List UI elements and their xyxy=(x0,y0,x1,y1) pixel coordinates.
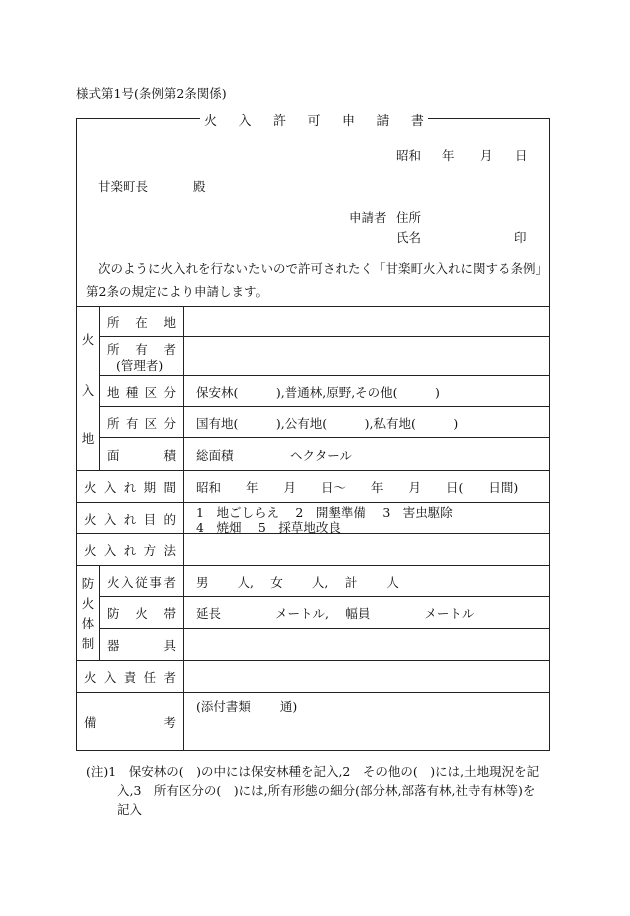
title-char: 許 xyxy=(272,114,286,129)
frame-top-right xyxy=(428,118,549,119)
responsible-label: 火 入 責 任 者 xyxy=(84,670,176,685)
group-fire-prevention-char: 体 xyxy=(81,616,95,631)
land-type-value: 保安林( ),普通林,原野,その他( ) xyxy=(196,385,440,400)
grid-line xyxy=(99,596,549,597)
title-char: 請 xyxy=(376,114,390,129)
date-day: 日 xyxy=(515,148,528,163)
addressee-honorific: 殿 xyxy=(193,179,206,194)
group-fire-prevention-char: 制 xyxy=(81,636,95,651)
area-label: 面 積 xyxy=(107,448,176,463)
title-char: 入 xyxy=(238,114,252,129)
owner-label: 所 有 者 xyxy=(107,342,176,357)
burn-method-label: 火 入 れ 方 法 xyxy=(84,543,176,558)
form-title xyxy=(200,110,428,129)
grid-line xyxy=(99,406,549,407)
addressee-name: 甘楽町長 xyxy=(98,179,149,194)
remarks-label: 備 考 xyxy=(84,715,176,730)
location-label: 所 在 地 xyxy=(107,315,176,330)
note-line2: 入,3 所有区分の( )には,所有形態の細分(部分林,部落有林,社寺有林等)を xyxy=(117,783,536,798)
grid-line xyxy=(99,628,549,629)
date-month: 月 xyxy=(480,148,493,163)
grid-line xyxy=(76,470,549,471)
owner-sub-label: (管理者) xyxy=(116,358,164,373)
form-code: 様式第1号(条例第2条関係) xyxy=(76,86,227,101)
group-fire-prevention-char: 火 xyxy=(81,596,95,611)
ownership-type-value: 国有地( ),公有地( ),私有地( ) xyxy=(196,416,459,431)
table-top-line xyxy=(76,306,549,307)
land-type-label: 地 種 区 分 xyxy=(107,385,176,400)
applicant-address-label: 住所 xyxy=(396,210,422,225)
grid-line xyxy=(76,692,549,693)
group-burn-site-char: 地 xyxy=(81,431,95,446)
label-column-divider xyxy=(183,306,184,750)
title-char: 可 xyxy=(307,114,321,129)
workers-value: 男 人, 女 人, 計 人 xyxy=(196,575,399,590)
area-value-unit: ヘクタール xyxy=(290,448,353,463)
grid-line xyxy=(76,660,549,661)
ownership-type-label: 所 有 区 分 xyxy=(107,416,176,431)
group-burn-site-char: 入 xyxy=(81,383,95,398)
group-fire-prevention-char: 防 xyxy=(81,576,95,591)
applicant-seal: 印 xyxy=(514,230,527,245)
grid-line xyxy=(99,375,549,376)
workers-label: 火 入 従 事 者 xyxy=(107,575,176,590)
grid-line xyxy=(99,336,549,337)
group-divider xyxy=(99,565,100,660)
group-burn-site-char: 火 xyxy=(81,332,95,347)
form-frame xyxy=(76,118,550,751)
note-line3: 記入 xyxy=(117,802,143,817)
request-text-line2: 第2条の規定により申請します。 xyxy=(86,284,268,299)
date-year: 年 xyxy=(442,148,455,163)
date-era: 昭和 xyxy=(396,148,422,163)
area-value-prefix: 総面積 xyxy=(196,448,234,463)
burn-period-value: 昭和 年 月 日〜 年 月 日( 日間) xyxy=(196,480,519,495)
applicant-name-label: 氏名 xyxy=(396,230,422,245)
equipment-label: 器 具 xyxy=(107,638,176,653)
frame-top-left xyxy=(76,118,200,119)
title-char: 火 xyxy=(204,114,218,129)
grid-line xyxy=(76,565,549,566)
request-text-line1: 次のように火入れを行ないたいので許可されたく「甘楽町火入れに関する条例」 xyxy=(98,261,549,276)
title-char: 申 xyxy=(341,114,355,129)
firebreak-label: 防 火 帯 xyxy=(107,606,176,621)
group-divider xyxy=(99,306,100,470)
burn-purpose-line1: 1 地ごしらえ 2 開墾準備 3 害虫駆除 xyxy=(196,505,453,520)
note-line1: (注)1 保安林の( )の中には保安林種を記入,2 その他の( )には,土地現況を記 xyxy=(86,764,540,779)
burn-period-label: 火 入 れ 期 間 xyxy=(84,480,176,495)
burn-purpose-label: 火 入 れ 目 的 xyxy=(84,512,176,527)
remarks-value: (添付書類 通) xyxy=(196,699,298,714)
title-char: 書 xyxy=(410,114,424,129)
firebreak-value: 延長 メートル, 幅員 メートル xyxy=(196,606,475,621)
burn-purpose-line2: 4 焼畑 5 採草地改良 xyxy=(196,520,341,535)
applicant-label: 申請者 xyxy=(349,210,387,225)
grid-line xyxy=(99,437,549,438)
